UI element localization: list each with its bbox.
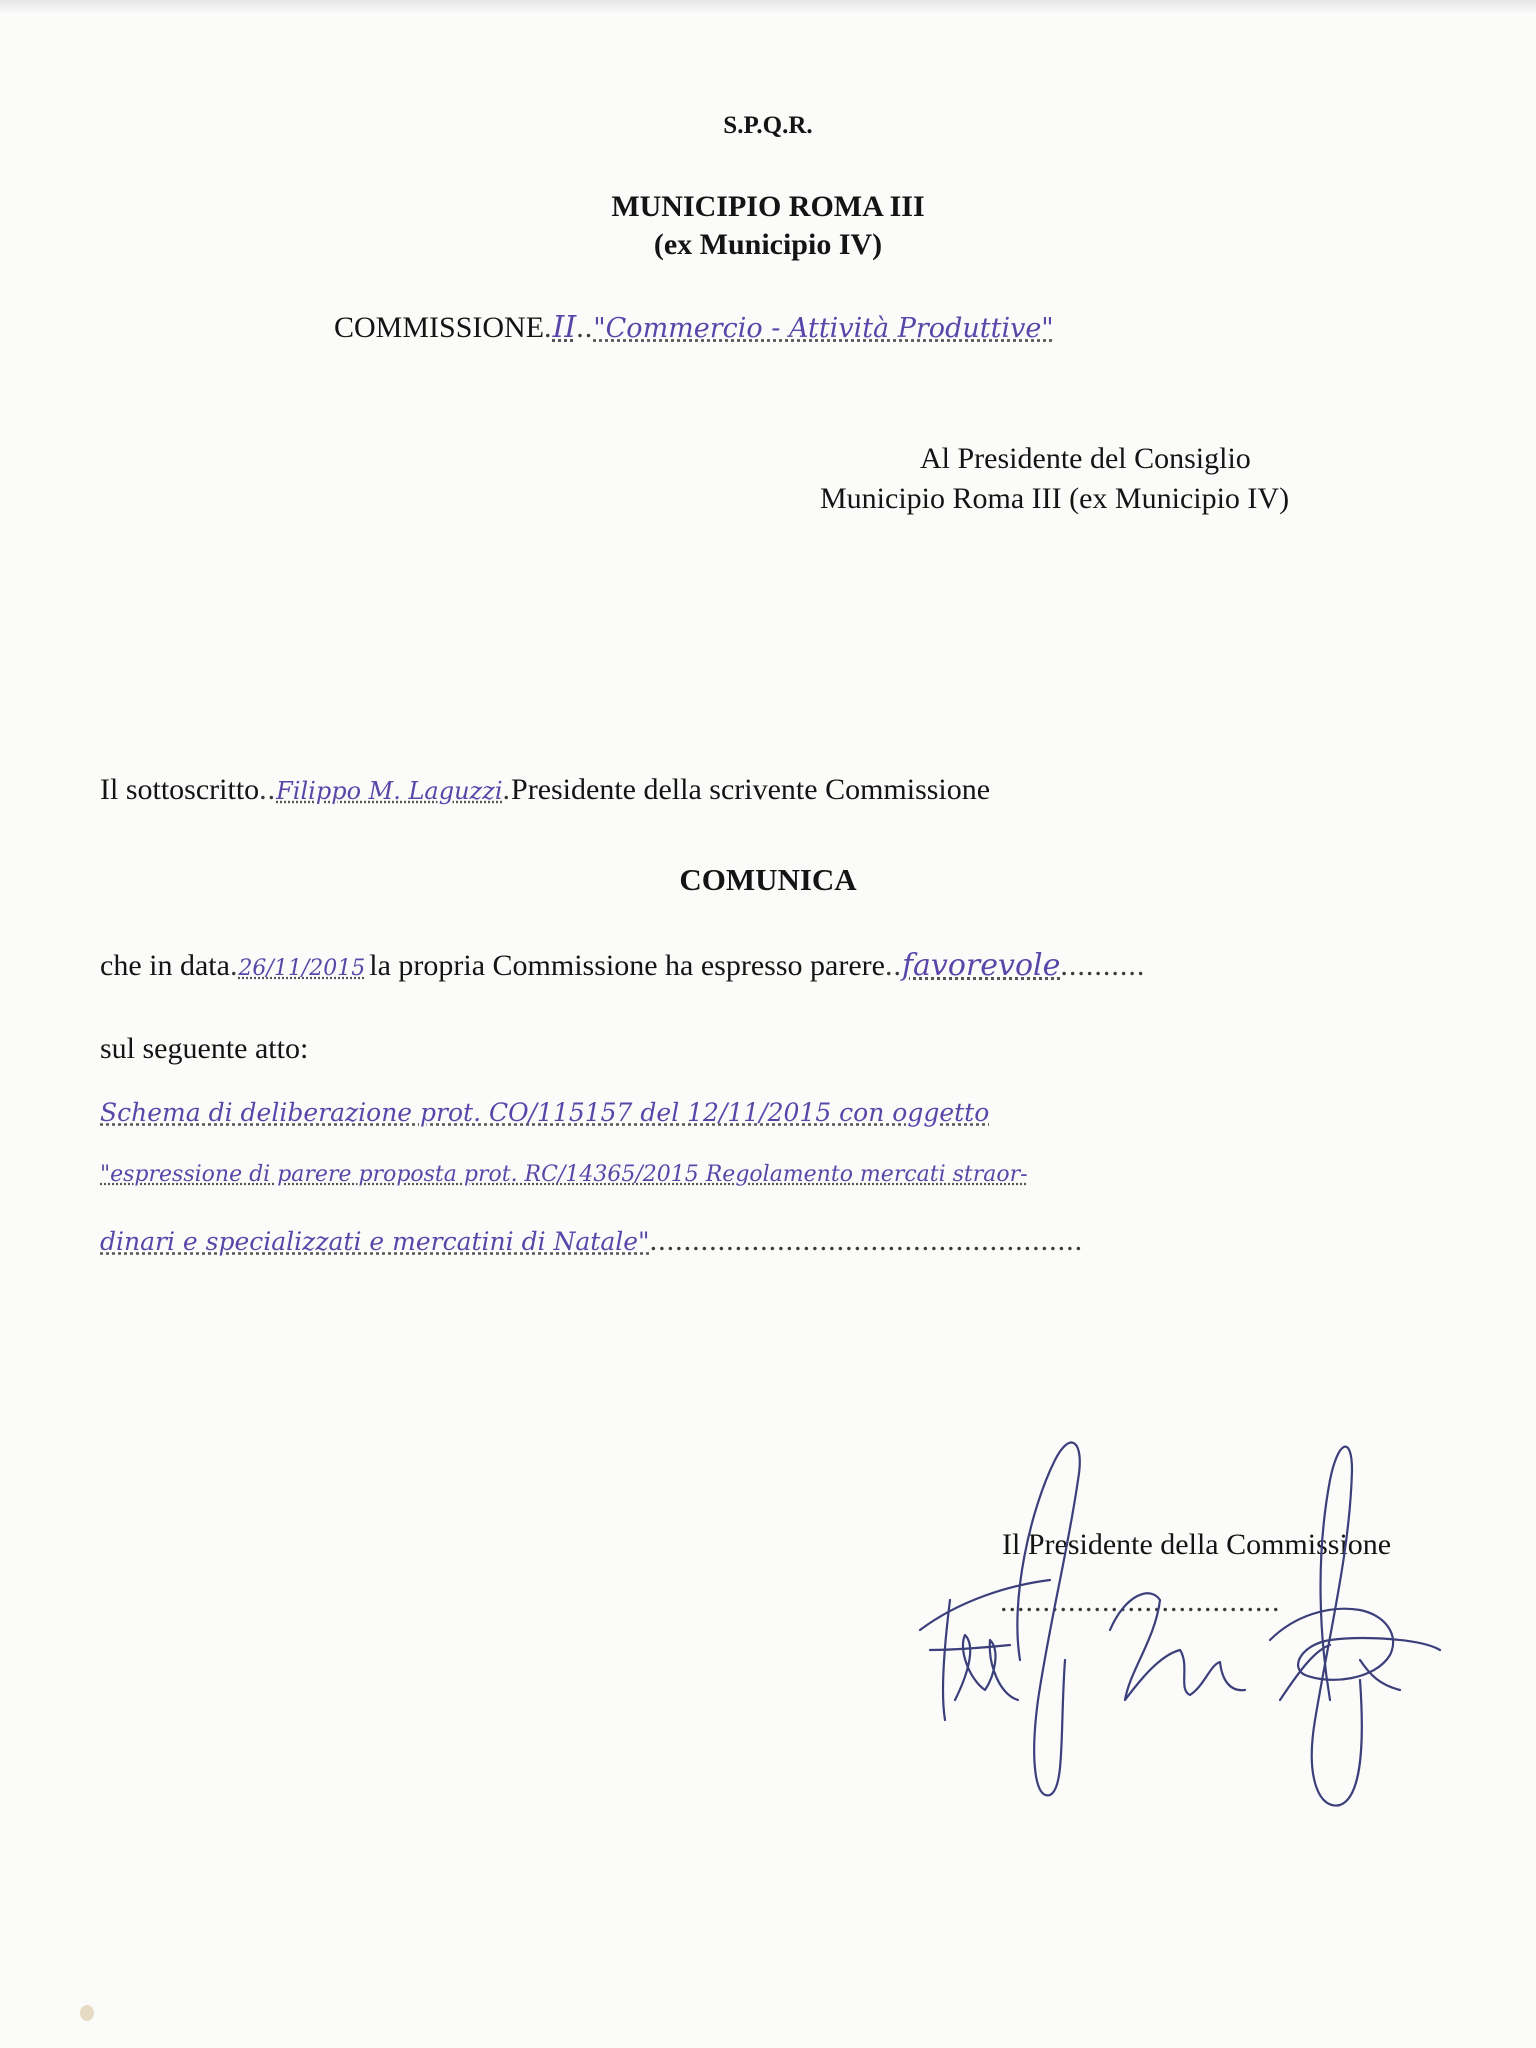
sottoscritto-line: Il sottoscritto..Filippo M. Laguzzi.Presidente della scrivente Commissione bbox=[100, 773, 991, 806]
municipio-heading: MUNICIPIO ROMA III bbox=[611, 190, 925, 223]
data-parere-line: che in data.26/11/2015 la propria Commissione ha espresso parere..favorevole.......... bbox=[100, 948, 1146, 983]
handwritten-signature bbox=[860, 1400, 1480, 1820]
sottoscritto-role: Presidente della scrivente Commissione bbox=[511, 773, 991, 806]
sottoscritto-name: Filippo M. Laguzzi bbox=[276, 777, 503, 805]
data-value: 26/11/2015 bbox=[238, 956, 366, 981]
atto-label: sul seguente atto: bbox=[100, 1032, 309, 1065]
commissione-line: COMMISSIONE.II.."Commercio - Attività Produttive" bbox=[334, 310, 1054, 345]
atto-line-3: dinari e specializzati e mercatini di Natale" bbox=[100, 1227, 650, 1256]
spqr-heading: S.P.Q.R. bbox=[723, 112, 813, 139]
parere-value: favorevole bbox=[901, 948, 1061, 983]
ex-municipio-subheading: (ex Municipio IV) bbox=[653, 228, 883, 261]
signature-dotted-line: ................................. bbox=[1000, 1585, 1281, 1618]
commissione-number: II bbox=[552, 310, 577, 345]
addressee-line1: Al Presidente del Consiglio bbox=[920, 442, 1251, 475]
signature-caption: Il Presidente della Commissione bbox=[1002, 1528, 1392, 1561]
commissione-name: "Commercio - Attività Produttive" bbox=[593, 313, 1054, 344]
parere-text: la propria Commissione ha espresso parere bbox=[369, 949, 885, 982]
data-prefix: che in data bbox=[100, 949, 230, 982]
scan-edge-shadow bbox=[0, 0, 1536, 14]
atto-line-2: "espressione di parere proposta prot. RC/14365/2015 Regolamento mercati straor- bbox=[100, 1162, 1028, 1187]
addressee-line2: Municipio Roma III (ex Municipio IV) bbox=[820, 482, 1290, 515]
atto-line-3-row: dinari e specializzati e mercatini di Natale"................................................... bbox=[100, 1224, 1084, 1257]
atto-line-1: Schema di deliberazione prot. CO/115157 del 12/11/2015 con oggetto bbox=[100, 1098, 990, 1127]
sottoscritto-label: Il sottoscritto bbox=[100, 773, 260, 806]
commissione-label: COMMISSIONE bbox=[334, 311, 545, 344]
paper-stain bbox=[80, 2005, 94, 2021]
comunica-heading: COMUNICA bbox=[679, 862, 857, 897]
